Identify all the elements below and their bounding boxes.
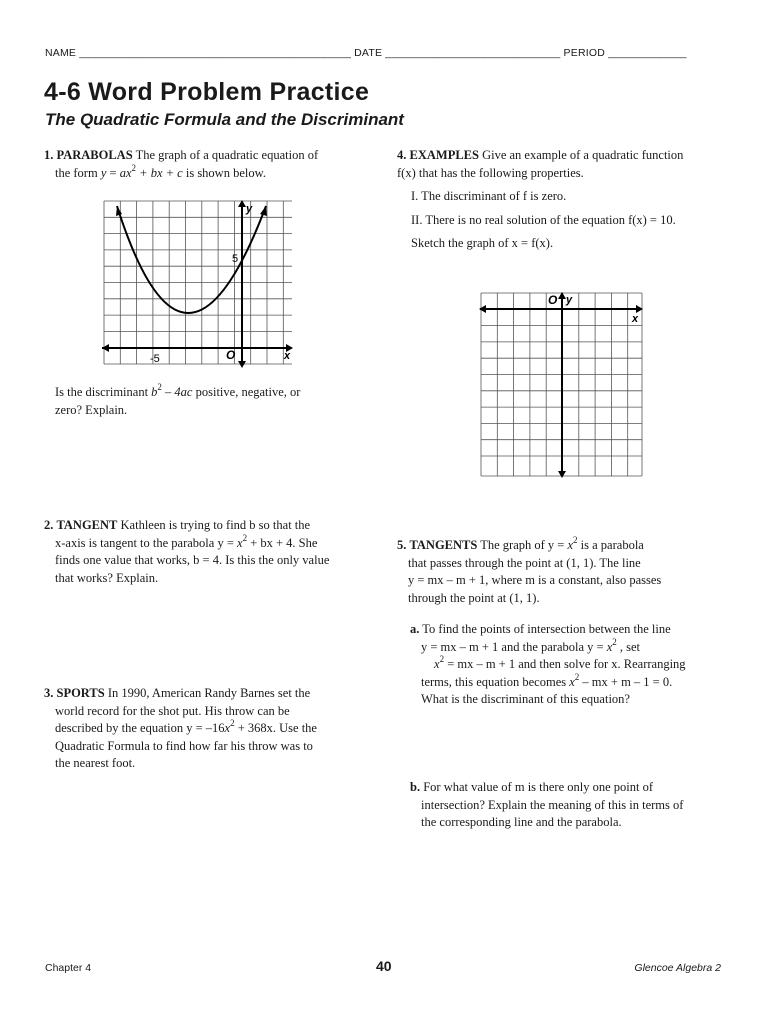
problem-1-text: Is the discriminant — [55, 385, 152, 399]
problem-5b-text: intersection? Explain the meaning of this in terms of — [421, 797, 684, 812]
math-var: x — [606, 639, 613, 654]
problem-5a-text: terms, this equation becomes — [421, 674, 570, 689]
problem-5a-text: – mx + m – 1 = 0. — [579, 674, 673, 689]
problem-2-text: finds one value that works, b = 4. Is this the only value — [55, 553, 330, 567]
math-exponent: 2 — [439, 654, 445, 664]
graph-2-blank-grid — [478, 290, 646, 480]
problem-5a-text: = mx – m + 1 and then solve for x. Rearranging — [444, 657, 686, 671]
math-var: x — [237, 535, 243, 550]
problem-5a-text: To find the points of intersection between the line — [419, 622, 671, 636]
page-subtitle: The Quadratic Formula and the Discriminant — [45, 110, 404, 129]
problem-1-text: The graph of a quadratic equation of — [132, 148, 319, 162]
math-var: b — [151, 385, 158, 399]
math-var: – 4ac — [161, 385, 193, 399]
problem-4-text: Give an example of a quadratic function — [478, 148, 684, 162]
problem-5a-label: a. — [410, 622, 420, 636]
math-var: x — [224, 721, 231, 735]
name-date-period-line: NAME _____________________________________________ DATE _____________________________ PERIOD _____________ — [45, 47, 687, 59]
problem-1-heading: PARABOLAS — [56, 148, 133, 162]
graph-2-x-label: x — [632, 313, 639, 325]
page-title: 4-6 Word Problem Practice — [44, 78, 370, 106]
problem-1-text: is shown below. — [182, 165, 266, 180]
problem-5-text: is a parabola — [577, 538, 644, 552]
problem-2-text: that works? Explain. — [55, 570, 159, 585]
math-exponent: 2 — [612, 636, 617, 647]
footer-page-number: 40 — [376, 958, 392, 974]
math-var: x — [567, 538, 574, 552]
problem-5-number: 5. — [397, 538, 407, 552]
problem-3-text: world record for the shot put. His throw can be — [55, 703, 290, 718]
graph-1-parabola — [100, 198, 296, 368]
problem-5a-text: y = mx – m + 1 and the parabola y = — [421, 639, 607, 654]
math-var: y — [100, 165, 107, 180]
problem-2-text: + bx + 4. She — [247, 535, 318, 550]
math-op: = — [106, 165, 120, 180]
problem-3-text: described by the equation y = –16 — [55, 721, 225, 735]
problem-4-number: 4. — [397, 148, 407, 162]
problem-5a-text: , set — [616, 639, 641, 654]
problem-3-text: In 1990, American Randy Barnes set the — [104, 686, 311, 700]
problem-5-text: y = mx – m + 1, where m is a constant, also passes — [408, 573, 662, 587]
graph-1-tick-5: 5 — [232, 253, 239, 265]
math-exponent: 2 — [242, 532, 248, 543]
problem-3 — [44, 685, 384, 773]
problem-2-heading: TANGENT — [56, 518, 118, 532]
problem-4-heading: EXAMPLES — [409, 148, 479, 162]
problem-3-text: + 368x. Use the — [234, 721, 317, 735]
problem-3-number: 3. — [44, 686, 54, 700]
math-exponent: 2 — [574, 671, 580, 682]
math-var: x — [434, 657, 440, 671]
math-var: x — [569, 674, 575, 689]
graph-1-y-label: y — [246, 203, 253, 215]
math-exponent: 2 — [573, 535, 578, 545]
problem-2 — [44, 517, 384, 587]
problem-3-heading: SPORTS — [56, 686, 105, 700]
problem-2-text: Kathleen is trying to find b so that the — [117, 518, 311, 532]
problem-3-text: the nearest foot. — [55, 756, 136, 770]
math-exponent: 2 — [157, 382, 162, 392]
problem-5-text: The graph of y = — [477, 538, 568, 552]
problem-2-text: x-axis is tangent to the parabola y = — [55, 535, 238, 550]
graph-1-tick-neg5: -5 — [150, 353, 160, 365]
math-exponent: 2 — [131, 162, 137, 173]
problem-5a-text: What is the discriminant of this equation? — [421, 692, 630, 706]
problem-1-text: the form — [55, 165, 101, 180]
math-exponent: 2 — [230, 718, 235, 728]
problem-5-heading: TANGENTS — [409, 538, 478, 552]
problem-2-number: 2. — [44, 518, 54, 532]
graph-1-origin-label: O — [226, 348, 236, 362]
problem-5a — [410, 621, 740, 709]
graph-2-y-label: y — [566, 294, 573, 306]
problem-4-text: f(x) that has the following properties. — [397, 165, 584, 180]
graph-1-x-label: x — [284, 350, 291, 362]
problem-5b-text: the corresponding line and the parabola. — [421, 815, 622, 829]
math-var: ax — [119, 165, 132, 180]
problem-4-sketch-instruction: Sketch the graph of x = f(x). — [411, 236, 554, 250]
problem-1 — [44, 147, 374, 182]
problem-5b-label: b. — [410, 780, 421, 794]
math-var: + bx + c — [136, 165, 183, 180]
problem-1-text: zero? Explain. — [55, 402, 128, 417]
graph-2-origin-label: O — [548, 293, 558, 307]
graph-1-curve — [117, 206, 266, 313]
problem-5-text: through the point at (1, 1). — [408, 590, 540, 605]
problem-5b — [410, 779, 740, 832]
problem-1-number: 1. — [44, 148, 54, 162]
problem-3-text: Quadratic Formula to find how far his throw was to — [55, 738, 313, 753]
problem-5 — [397, 537, 737, 607]
problem-5-text: that passes through the point at (1, 1). The line — [408, 555, 641, 570]
footer-book-title: Glencoe Algebra 2 — [634, 962, 721, 974]
problem-4-property-1: I. The discriminant of f is zero. — [411, 189, 567, 203]
problem-4-property-2: II. There is no real solution of the equation f(x) = 10. — [411, 212, 676, 227]
problem-1-question — [55, 384, 375, 419]
problem-5b-text: For what value of m is there only one point of — [420, 780, 654, 794]
footer-chapter: Chapter 4 — [45, 962, 92, 974]
problem-4 — [397, 147, 737, 253]
problem-1-text: positive, negative, or — [192, 385, 301, 399]
